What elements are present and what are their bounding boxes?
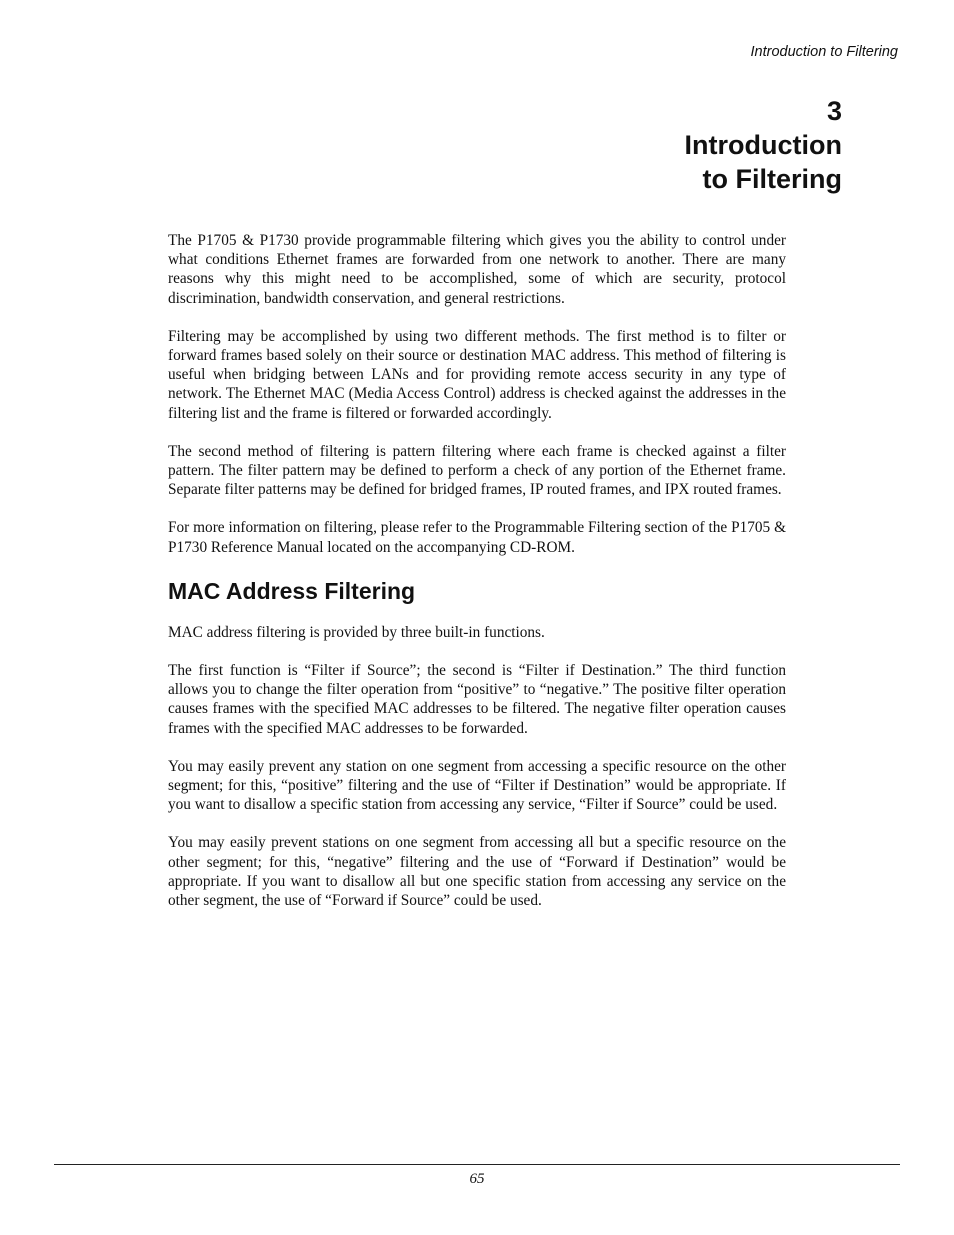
chapter-heading bbox=[685, 94, 842, 196]
section-heading: MAC Address Filtering bbox=[168, 577, 416, 604]
body-content bbox=[168, 231, 786, 929]
chapter-number: 3 bbox=[826, 96, 842, 126]
footer-divider bbox=[54, 1164, 900, 1165]
running-header: Introduction to Filtering bbox=[750, 44, 898, 60]
section-paragraph: You may easily prevent stations on one segment from accessing all but a specific resource on the other segment; for this, “negative” filtering and the use of “Forward if Destination” would be appropriate. If you want to disallow all but one specific station from accessing any service on the other segment, the use of “Forward if Source” could be used. bbox=[168, 834, 786, 910]
intro-paragraph: The second method of filtering is pattern filtering where each frame is checked against a filter pattern. The filter pattern may be defined to perform a check of any portion of the Ethernet frame. Separate filter patterns may be defined for bridged frames, IP routed frames, and IPX routed frames. bbox=[168, 442, 786, 499]
page-number: 65 bbox=[469, 1171, 485, 1187]
section-paragraph: The first function is “Filter if Source”; the second is “Filter if Destination.” The third function allows you to change the filter operation from “positive” to “negative.” The positive filter operation causes frames with the specified MAC addresses to be filtered. The negative filter operation causes frames with the specified MAC addresses to be forwarded. bbox=[168, 662, 786, 737]
chapter-title-line-1: Introduction bbox=[684, 130, 842, 160]
section-paragraph: You may easily prevent any station on one segment from accessing a specific resource on the other segment; for this, “positive” filtering and the use of “Filter if Destination” would be appropriate. If you want to disallow a specific station from accessing any service, “Filter if Source” could be used. bbox=[168, 757, 786, 814]
chapter-title-line-2: to Filtering bbox=[702, 164, 842, 194]
intro-paragraph: For more information on filtering, please refer to the Programmable Filtering section of the P1705 & P1730 Reference Manual located on the accompanying CD-ROM. bbox=[168, 519, 786, 556]
intro-paragraph: The P1705 & P1730 provide programmable filtering which gives you the ability to control under what conditions Ethernet frames are forwarded from one network to another. There are many reasons why this might need to be accomplished, some of which are security, protocol discrimination, bandwidth conservation, and general restrictions. bbox=[168, 232, 786, 307]
section-paragraph: MAC address filtering is provided by three built-in functions. bbox=[168, 623, 545, 641]
intro-paragraph: Filtering may be accomplished by using two different methods. The first method is to filter or forward frames based solely on their source or destination MAC address. This method of filtering is useful when bridging between LANs and for providing remote access security in any type of network. The Ethernet MAC (Media Access Control) address is checked against the addresses in the filtering list and the frame is filtered or forwarded accordingly. bbox=[168, 327, 786, 422]
